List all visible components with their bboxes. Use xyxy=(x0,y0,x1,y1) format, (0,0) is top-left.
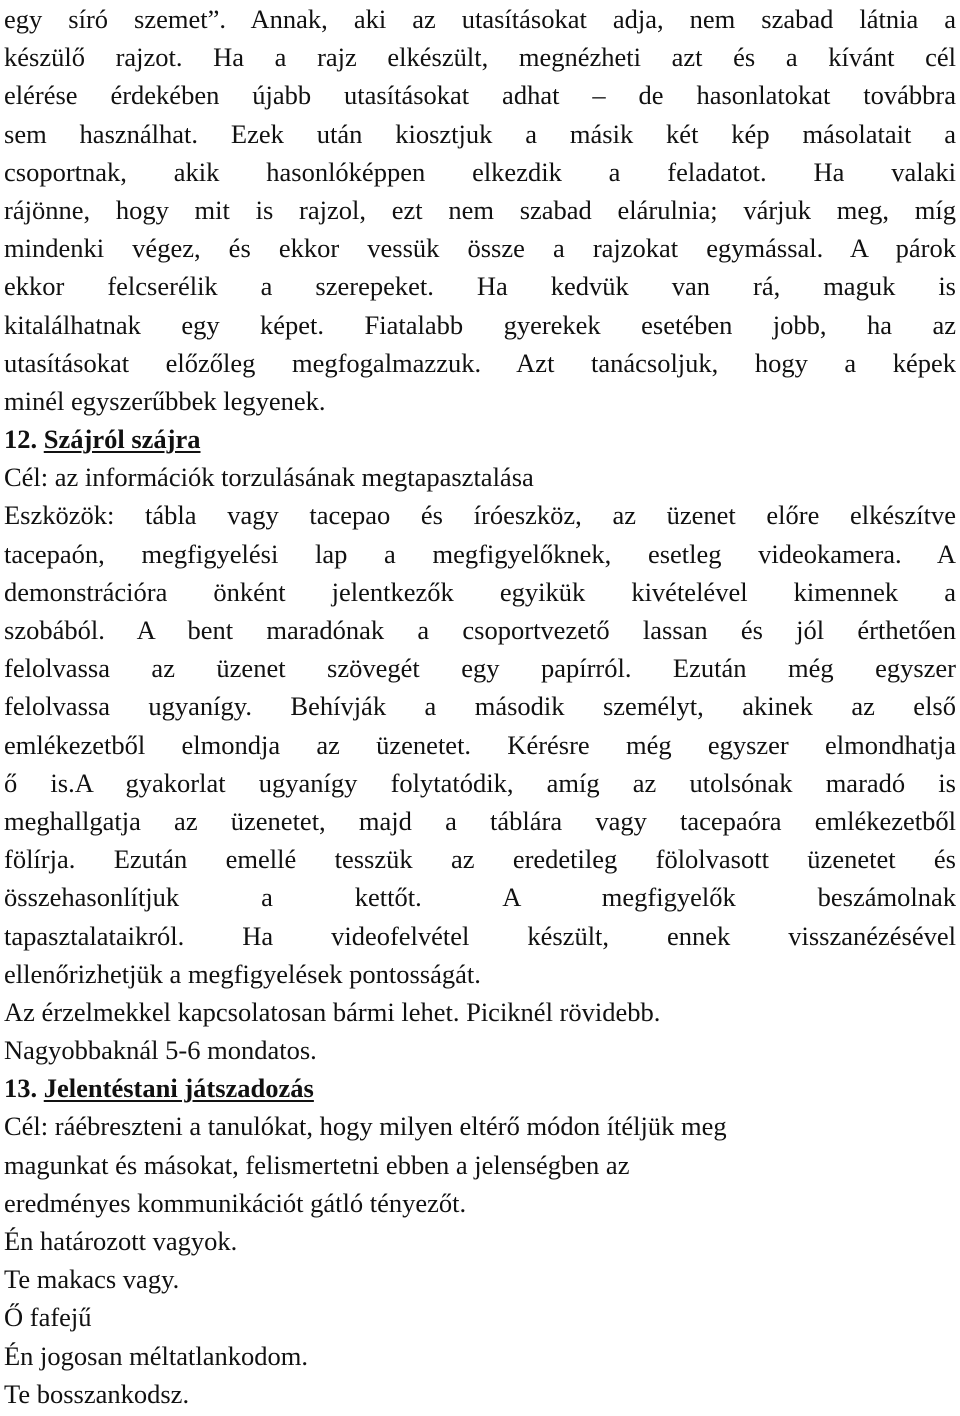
section-heading xyxy=(4,420,956,458)
text-line: egy síró szemet”. Annak, aki az utasításokat adja, nem szabad látnia a xyxy=(4,4,956,34)
phrase-line: Te bosszankodsz. xyxy=(4,1378,190,1409)
section-goal: eredményes kommunikációt gátló tényezőt. xyxy=(4,1187,467,1218)
text-line: elérése érdekében újabb utasításokat adhat – de hasonlatokat továbbra xyxy=(4,80,956,111)
text-line: szobából. A bent maradónak a csoportvezető lassan és jól érthetően xyxy=(4,615,956,645)
text-line: készülő rajzot. Ha a rajz elkészült, megnézheti azt és a kívánt cél xyxy=(4,42,956,73)
section-12 xyxy=(4,420,956,1069)
text-line: fölírja. Ezután emellé tesszük az eredetileg fölolvasott üzenetet és xyxy=(4,844,956,875)
text-line: tacepaón, megfigyelési lap a megfigyelőknek, esetleg videokamera. A xyxy=(4,538,956,569)
section-heading xyxy=(4,1069,956,1107)
text-line: összehasonlítjuk a kettőt. A megfigyelők beszámolnak xyxy=(4,882,956,913)
section-title: Jelentéstani játszadozás xyxy=(43,1073,314,1104)
text-line: emlékezetből elmondja az üzenetet. Kérésre még egyszer elmondhatja xyxy=(4,729,956,760)
intro-paragraph xyxy=(4,0,956,420)
text-line: ekkor felcserélik a szerepeket. Ha kedvük van rá, maguk is xyxy=(4,271,956,302)
section-goal: Cél: az információk torzulásának megtapasztalása xyxy=(4,462,534,493)
text-line: demonstrációra önként jelentkezők egyikük kivételével kimennek a xyxy=(4,576,956,607)
document-page xyxy=(4,0,956,1413)
text-line: ellenőrizhetjük a megfigyelések pontosságát. xyxy=(4,958,481,989)
section-number: 13. xyxy=(4,1073,38,1104)
note-line: Nagyobbaknál 5-6 mondatos. xyxy=(4,1035,317,1066)
text-line: kitalálhatnak egy képet. Fiatalabb gyerekek esetében jobb, ha az xyxy=(4,309,956,340)
note-line: Az érzelmekkel kapcsolatosan bármi lehet. Piciknél rövidebb. xyxy=(4,996,661,1027)
text-line: csoportnak, akik hasonlóképpen elkezdik a feladatot. Ha valaki xyxy=(4,156,956,187)
text-line: ő is.A gyakorlat ugyanígy folytatódik, amíg az utolsónak maradó is xyxy=(4,767,956,798)
text-line: rájönne, hogy mit is rajzol, ezt nem szabad elárulnia; várjuk meg, míg xyxy=(4,194,956,225)
phrase-line: Én határozott vagyok. xyxy=(4,1226,238,1256)
section-13 xyxy=(4,1069,956,1413)
section-goal: magunkat és másokat, felismertetni ebben a jelenségben az xyxy=(4,1149,630,1180)
text-line: tapasztalataikról. Ha videofelvétel készült, ennek visszanézésével xyxy=(4,920,956,951)
phrase-line: Én jogosan méltatlankodom. xyxy=(4,1340,308,1371)
text-line: felolvassa ugyanígy. Behívják a második személyt, akinek az első xyxy=(4,691,956,722)
text-line: felolvassa az üzenet szövegét egy papírról. Ezután még egyszer xyxy=(4,653,956,684)
text-line: mindenki végez, és ekkor vessük össze a rajzokat egymással. A párok xyxy=(4,233,956,264)
section-number: 12. xyxy=(4,424,38,455)
text-line: meghallgatja az üzenetet, majd a táblára vagy tacepaóra emlékezetből xyxy=(4,805,956,836)
text-line: minél egyszerűbbek legyenek. xyxy=(4,385,326,416)
phrase-line: Te makacs vagy. xyxy=(4,1264,180,1295)
section-title: Szájról szájra xyxy=(43,424,201,455)
section-goal: Cél: ráébreszteni a tanulókat, hogy milyen eltérő módon ítéljük meg xyxy=(4,1111,727,1142)
phrase-line: Ő fafejű xyxy=(4,1302,92,1333)
text-line: utasításokat előzőleg megfogalmazzuk. Azt tanácsoljuk, hogy a képek xyxy=(4,347,956,378)
text-line: Eszközök: tábla vagy tacepao és íróeszköz, az üzenet előre elkészítve xyxy=(4,500,956,531)
text-line: sem használhat. Ezek után kiosztjuk a másik két kép másolatait a xyxy=(4,118,956,149)
